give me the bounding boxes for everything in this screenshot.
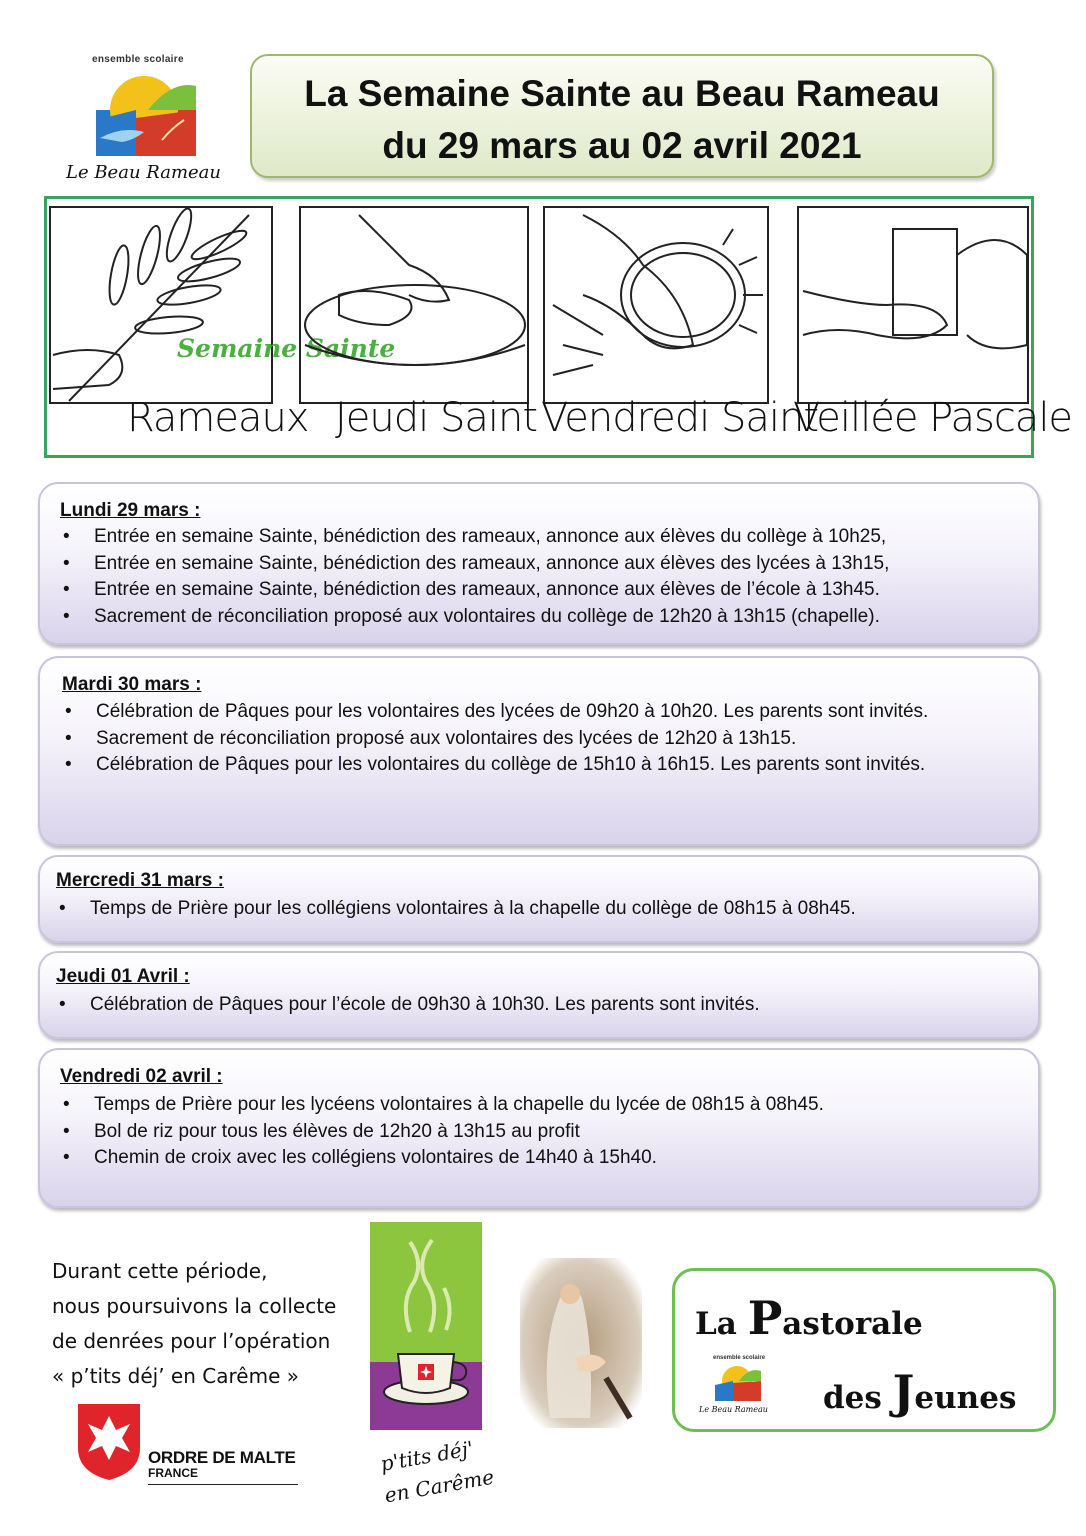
logo-emblem [92, 70, 202, 162]
notice-line: nous poursuivons la collecte [52, 1294, 337, 1318]
notice-line: de denrées pour l’opération [52, 1329, 331, 1353]
page-title: La Semaine Sainte au Beau Rameau [304, 73, 940, 114]
panel-label-rameaux: Rameaux [127, 395, 309, 441]
collection-notice [52, 1254, 362, 1394]
list-item: • Entrée en semaine Sainte, bénédiction des rameaux, annonce aux élèves des lycées à 13h15, [58, 551, 1018, 578]
ptits-dej-caption [370, 1436, 510, 1518]
day-item-list [54, 896, 1024, 923]
day-box-lundi [38, 482, 1040, 645]
ptits-caption-line1: p'tits déj' [378, 1436, 476, 1476]
pastorale-line1 [695, 1291, 923, 1345]
day-item-list [58, 524, 1018, 630]
list-item: • Temps de Prière pour les collégiens volontaires à la chapelle du collège de 08h15 à 08h45. [54, 896, 1024, 923]
logo-bottom-text: Le Beau Rameau [66, 162, 221, 183]
empty-tomb-drawing [797, 205, 1031, 405]
malte-name: ORDRE DE MALTE [148, 1448, 296, 1467]
malte-divider [148, 1484, 298, 1485]
list-item: • Sacrement de réconciliation proposé aux volontaires des lycées de 12h20 à 13h15. [60, 726, 980, 753]
logo-top-text: ensemble scolaire [92, 54, 184, 65]
list-item: • Célébration de Pâques pour les volontaires du collège de 15h10 à 16h15. Les parents sont invités. [60, 752, 980, 779]
pastorale-eunes: eunes [914, 1380, 1017, 1416]
malte-country: FRANCE [148, 1466, 198, 1480]
list-item: • Célébration de Pâques pour l’école de 09h30 à 10h30. Les parents sont invités. [54, 992, 1024, 1019]
holy-week-illustration [44, 196, 1073, 458]
pastorale-des-jeunes-box [672, 1268, 1056, 1432]
panel-veillee-pascale [793, 205, 1073, 441]
semaine-sainte-label: Semaine Sainte [177, 334, 396, 363]
list-item: • Entrée en semaine Sainte, bénédiction des rameaux, annonce aux élèves de l’école à 13h45. [58, 577, 1018, 604]
pastorale-des: des [823, 1380, 882, 1416]
pastorale-p: P [747, 1291, 783, 1345]
list-item: • Chemin de croix avec les collégiens volontaires de 14h40 à 15h40. [58, 1145, 1018, 1172]
panel-vendredi-saint [541, 205, 819, 441]
panel-jeudi-saint [299, 205, 538, 441]
palm-branch-drawing [49, 205, 273, 405]
day-title: Jeudi 01 Avril : [56, 966, 190, 987]
ptits-dej-image [370, 1222, 482, 1430]
mini-logo-bottom-text: Le Beau Rameau [699, 1405, 768, 1414]
madonna-image [520, 1258, 642, 1428]
mini-logo-top-text: ensemble scolaire [713, 1355, 766, 1361]
panel-label-vendredi-saint: Vendredi Saint [541, 395, 819, 441]
day-box-jeudi [38, 951, 1040, 1039]
pastorale-la: La [695, 1306, 737, 1342]
day-item-list [54, 992, 1024, 1019]
day-title: Vendredi 02 avril : [60, 1066, 223, 1087]
school-logo [62, 50, 242, 195]
day-title: Mercredi 31 mars : [56, 870, 224, 891]
title-box [250, 54, 994, 178]
day-box-mercredi [38, 855, 1040, 943]
day-box-vendredi [38, 1048, 1040, 1208]
notice-line: Durant cette période, [52, 1259, 268, 1283]
list-item: • Sacrement de réconciliation proposé aux volontaires du collège de 12h20 à 13h15 (chapelle). [58, 604, 1018, 631]
pastorale-line2 [823, 1365, 1016, 1419]
pastorale-mini-logo [699, 1355, 789, 1419]
panel-label-veillee-pascale: Veillée Pascale [793, 395, 1073, 441]
list-item: • Entrée en semaine Sainte, bénédiction des rameaux, annonce aux élèves du collège à 10h25, [58, 524, 1018, 551]
page-subtitle: du 29 mars au 02 avril 2021 [382, 125, 862, 166]
day-title: Lundi 29 mars : [60, 500, 201, 521]
ordre-de-malte-logo [76, 1402, 306, 1494]
day-title: Mardi 30 mars : [62, 674, 202, 695]
list-item: • Célébration de Pâques pour les volontaires des lycées de 09h20 à 10h20. Les parents sont invités. [60, 699, 980, 726]
malta-shield-icon [76, 1402, 142, 1482]
notice-line: « p’tits déj’ en Carême » [52, 1364, 299, 1388]
pastorale-rest: astorale [782, 1306, 923, 1342]
madonna-painting [520, 1258, 642, 1428]
list-item: • Bol de riz pour tous les élèves de 12h20 à 13h15 au profit [58, 1119, 1018, 1146]
day-item-list [58, 1092, 1018, 1172]
foot-washing-drawing [299, 205, 531, 405]
pastorale-j: J [892, 1365, 915, 1419]
mini-logo-emblem [713, 1363, 763, 1403]
crown-of-thorns-drawing [543, 205, 771, 405]
day-item-list [60, 699, 980, 779]
list-item: • Temps de Prière pour les lycéens volontaires à la chapelle du lycée de 08h15 à 08h45. [58, 1092, 1018, 1119]
panel-label-jeudi-saint: Jeudi Saint [335, 395, 538, 441]
day-box-mardi [38, 656, 1040, 846]
ptits-caption-line2: en Carême [382, 1464, 496, 1508]
ptits-dej-poster [370, 1222, 482, 1430]
